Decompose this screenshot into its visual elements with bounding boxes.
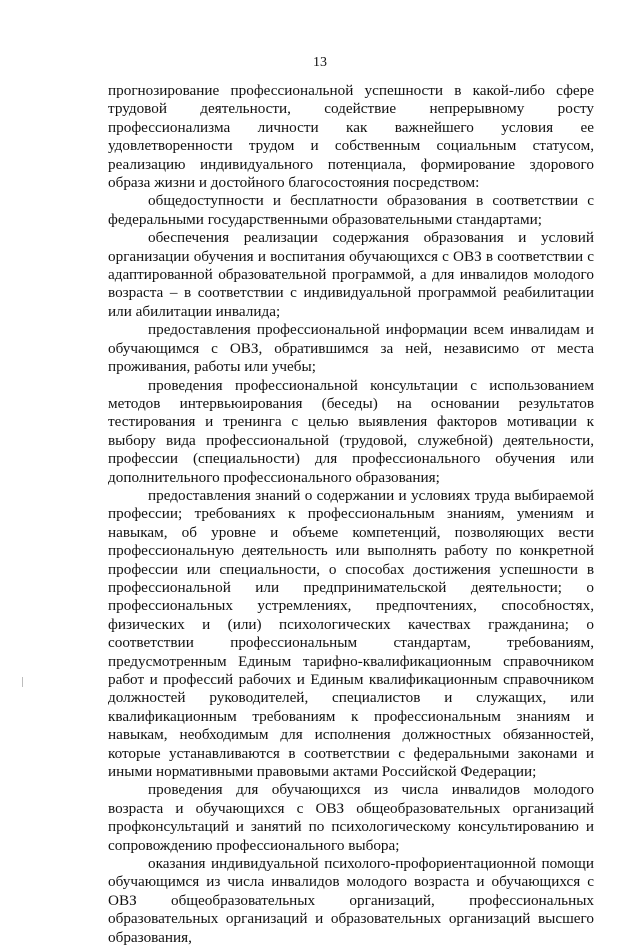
paragraph-intro: прогнозирование профессиональной успешности в какой-либо сфере трудовой деятельности, содействие непрерывному росту профессионализма личности как важнейшего условия ее удовлетворенности трудом и собственным социальным статусом, реализацию индивидуального потенциала, формирование здорового образа жизни и достойного благосостояния посредством: xyxy=(108,82,594,192)
page-number: 13 xyxy=(313,55,327,70)
body-text xyxy=(108,82,594,947)
paragraph-knowledge-provision: предоставления знаний о содержании и условиях труда выбираемой профессии; требованиях к профессиональным знаниям, умениям и навыкам, об уровне и объеме компетенций, позволяющих вести профессиональную деятельность или выполнять работу по конкретной профессии или специальности, о способах достижения успешности в профессиональной или предпринимательской деятельности; о профессиональных устремлениях, предпочтениях, способностях, физических и (или) психологических качествах гражданина; о соответствии профессиональным стандартам, требованиям, предусмотренным Единым тарифно-квалификационным справочником работ и профессий рабочих и Единым квалификационным справочником должностей руководителей, специалистов и служащих, или квалификационным требованиям к профессиональным знаниям и навыкам, необходимым для исполнения должностных обязанностей, которые устанавливаются в соответствии с федеральными законами и иными нормативными правовыми актами Российской Федерации; xyxy=(108,486,594,781)
paragraph-ensuring-conditions: обеспечения реализации содержания образования и условий организации обучения и воспитания обучающихся с ОВЗ в соответствии с адаптированной образовательной программой, а для инвалидов молодого возраста – в соответствии с индивидуальной программой реабилитации или абилитации инвалида; xyxy=(108,229,594,320)
paragraph-individual-assistance: оказания индивидуальной психолого-профориентационной помощи обучающимся из числа инвалидов молодого возраста и обучающихся с ОВЗ общеобразовательных организаций, профессиональных образовательных организаций и образовательных организаций высшего образования, xyxy=(108,855,594,946)
paragraph-counseling-sessions: проведения для обучающихся из числа инвалидов молодого возраста и обучающихся с ОВЗ общеобразовательных организаций профконсультаций и занятий по психологическому консультированию и сопровождению профессионального выбора; xyxy=(108,781,594,854)
paragraph-general-accessibility: общедоступности и бесплатности образования в соответствии с федеральными государственными образовательными стандартами; xyxy=(108,192,594,228)
scan-margin-mark xyxy=(22,677,23,687)
paragraph-professional-consultation: проведения профессиональной консультации с использованием методов интервьюирования (беседы) на основании результатов тестирования и тренинга с целью выявления факторов мотивации к выбору вида профессиональной (трудовой, служебной) деятельности, профессии (специальности) для профессионального обучения или дополнительного профессионального образования; xyxy=(108,376,594,486)
paragraph-professional-information: предоставления профессиональной информации всем инвалидам и обучающимся с ОВЗ, обратившимся за ней, независимо от места проживания, работы или учебы; xyxy=(108,321,594,376)
